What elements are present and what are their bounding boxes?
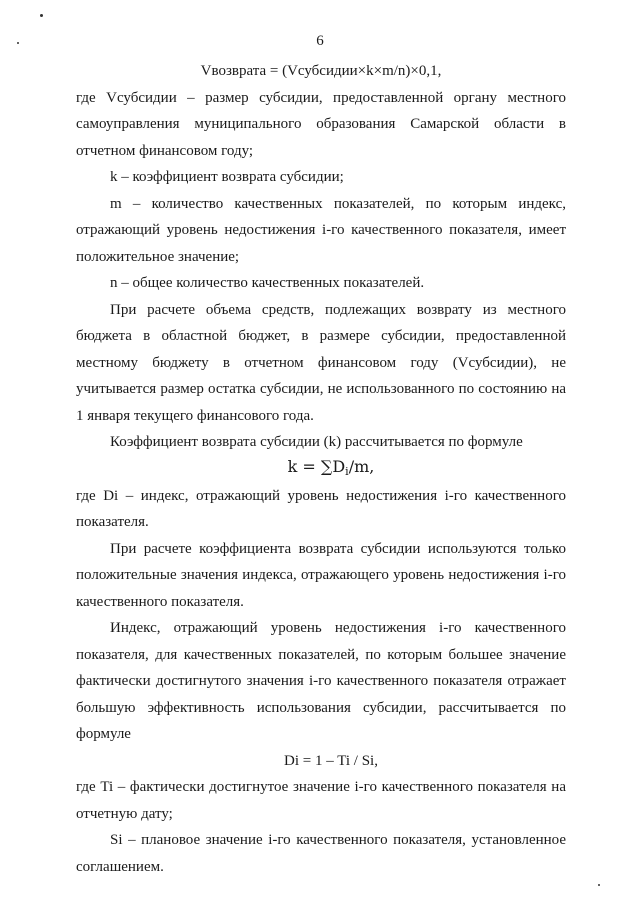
- paragraph-k-definition: k – коэффициент возврата субсидии;: [110, 169, 344, 185]
- paragraph-di-definition: где Di – индекс, отражающий уровень недостижения i-го качественного показателя.: [76, 487, 566, 530]
- paragraph-si-definition: Si – плановое значение i-го качественного показателя, установленное соглашением.: [76, 832, 566, 875]
- paragraph-k-formula-intro: Коэффициент возврата субсидии (k) рассчитывается по формуле: [110, 434, 523, 450]
- page-number: 6: [316, 33, 324, 49]
- scan-speck: [40, 14, 43, 17]
- paragraph-calculation-note: При расчете объема средств, подлежащих возврату из местного бюджета в областной бюджет, в размере субсидии, предоставленной местному бюджету в отчетном финансовом году (Vсубсидии), не учитывается размер остатка субсидии, не использованного по состоянию на 1 января текущего финансового года.: [76, 301, 566, 424]
- paragraph-v-subsidy-definition: где Vсубсидии – размер субсидии, предоставленной органу местного самоуправления муниципального образования Самарской области в отчетном финансовом году;: [76, 89, 566, 159]
- formula-return-coefficient: [76, 456, 566, 483]
- document-body: [76, 58, 566, 880]
- formula-k-lhs: k =: [287, 456, 321, 476]
- paragraph-m-definition: m – количество качественных показателей, по которым индекс, отражающий уровень недостижения i-го качественного показателя, имеет положительное значение;: [76, 195, 566, 265]
- formula-k-subscript: i: [345, 464, 349, 478]
- formula-k-tail: /m,: [348, 456, 375, 476]
- paragraph-ti-definition: где Ti – фактически достигнутое значение i-го качественного показателя на отчетную дату;: [76, 779, 566, 822]
- formula-k-sum-sign: ∑: [320, 456, 333, 476]
- formula-k-d: D: [332, 456, 346, 476]
- scan-speck: [598, 884, 600, 886]
- paragraph-positive-values: При расчете коэффициента возврата субсидии используются только положительные значения индекса, отражающего уровень недостижения i-го качественного показателя.: [76, 540, 566, 610]
- paragraph-n-definition: n – общее количество качественных показателей.: [110, 275, 425, 291]
- formula-return-volume: Vвозврата = (Vсубсидии×k×m/n)×0,1,: [200, 63, 442, 79]
- formula-index: Di = 1 – Ti / Si,: [284, 752, 378, 769]
- paragraph-index-description: Индекс, отражающий уровень недостижения i-го качественного показателя, для качественных показателей, по которым большее значение фактически достигнутого значения i-го качественного показателя отражает большую эффективность использования субсидии, рассчитывается по формуле: [76, 620, 566, 742]
